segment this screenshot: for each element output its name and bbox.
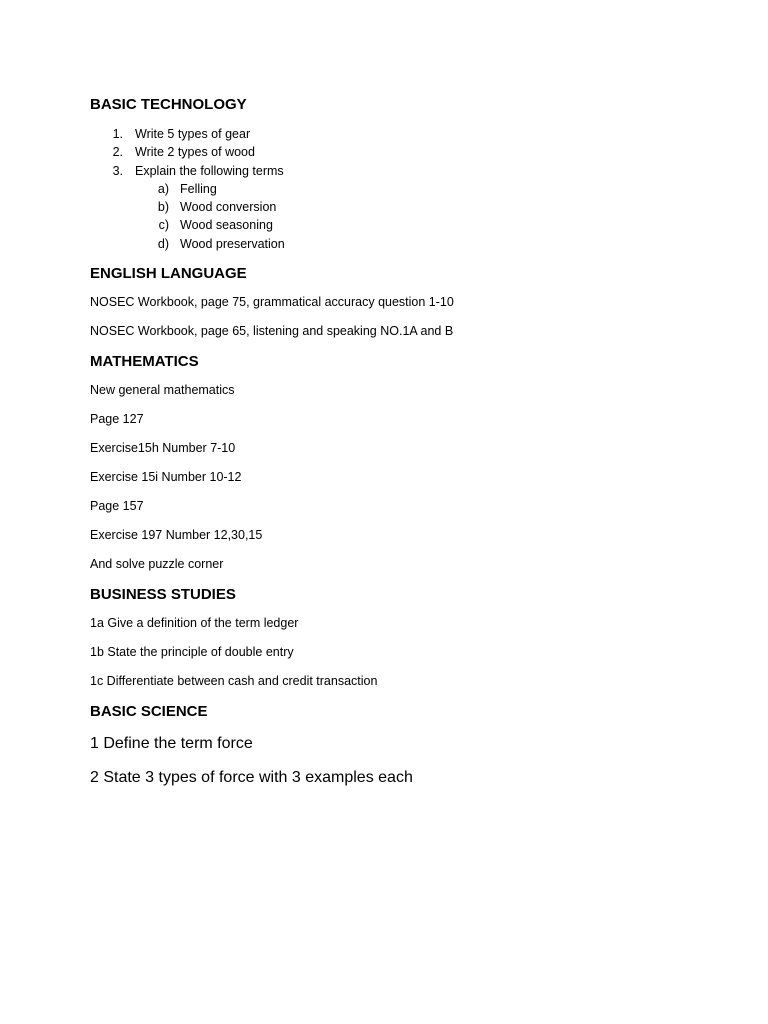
document-page <box>90 95 690 788</box>
list-marker: b) <box>157 200 169 215</box>
paragraph: Page 127 <box>90 412 144 427</box>
paragraph: 1b State the principle of double entry <box>90 645 294 660</box>
list-text: Write 2 types of wood <box>135 145 255 160</box>
list-marker: 3. <box>112 163 123 178</box>
list-marker: 1. <box>112 127 123 141</box>
section-heading: BASIC SCIENCE <box>90 703 208 721</box>
list-marker: c) <box>158 218 169 233</box>
section-heading: BASIC TECHNOLOGY <box>90 96 247 113</box>
list-text: Explain the following terms <box>135 163 284 178</box>
paragraph: 1c Differentiate between cash and credit transaction <box>90 674 378 689</box>
list-text: Wood preservation <box>180 236 285 251</box>
list-text: Write 5 types of gear <box>135 127 251 141</box>
paragraph: Exercise15h Number 7-10 <box>90 441 236 456</box>
section-heading: BUSINESS STUDIES <box>90 586 236 604</box>
paragraph: NOSEC Workbook, page 75, grammatical accuracy question 1-10 <box>90 295 454 310</box>
section-heading: MATHEMATICS <box>90 353 199 371</box>
section-basic-science <box>90 702 690 788</box>
paragraph: 1a Give a definition of the term ledger <box>90 616 299 631</box>
list-marker: d) <box>157 236 169 251</box>
list-item <box>90 143 690 161</box>
list-marker: a) <box>157 181 169 196</box>
list-item <box>90 125 690 143</box>
paragraph: Page 157 <box>90 499 144 514</box>
section-basic-technology <box>90 95 690 253</box>
sub-list-item <box>90 216 690 234</box>
list-item <box>90 162 690 180</box>
section-business-studies <box>90 585 690 689</box>
sub-list-item <box>90 198 690 216</box>
list-text: Felling <box>180 181 217 196</box>
section-english-language <box>90 264 690 339</box>
section-heading: ENGLISH LANGUAGE <box>90 265 247 283</box>
numbered-list <box>90 125 690 253</box>
section-mathematics <box>90 352 690 572</box>
paragraph: 1 Define the term force <box>90 735 253 753</box>
paragraph: Exercise 15i Number 10-12 <box>90 470 242 485</box>
paragraph: NOSEC Workbook, page 65, listening and speaking NO.1A and B <box>90 324 454 339</box>
list-text: Wood conversion <box>180 200 277 215</box>
paragraph: New general mathematics <box>90 383 235 398</box>
paragraph: And solve puzzle corner <box>90 557 224 572</box>
list-text: Wood seasoning <box>180 218 273 233</box>
list-marker: 2. <box>112 145 123 160</box>
paragraph: Exercise 197 Number 12,30,15 <box>90 528 263 543</box>
paragraph: 2 State 3 types of force with 3 examples each <box>90 769 413 787</box>
sub-list-item <box>90 180 690 198</box>
sub-list-item <box>90 235 690 253</box>
